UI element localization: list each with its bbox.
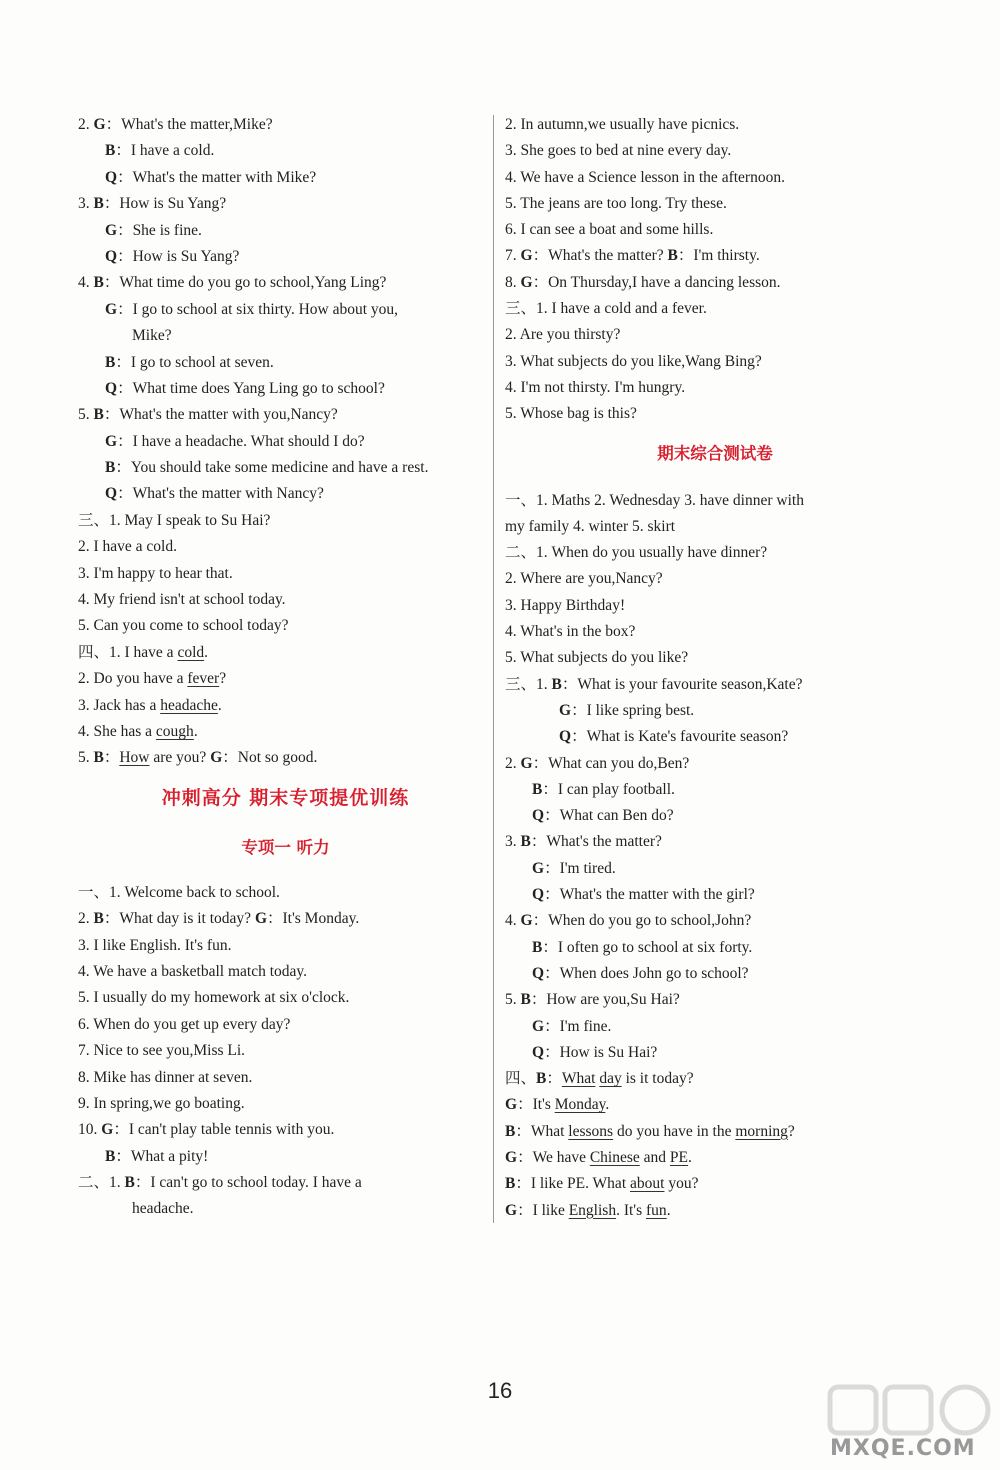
speaker-label: Q [105, 168, 118, 186]
answer-line [505, 540, 925, 566]
speaker-label: B [667, 247, 678, 265]
answer-text: ：What's the matter? [532, 247, 668, 265]
answer-text: 三、1. I have a cold and a fever. [505, 300, 707, 318]
answer-line [78, 376, 493, 402]
answer-line [78, 959, 493, 985]
answer-text: ：I can play football. [542, 780, 675, 798]
answer-line [505, 935, 925, 961]
answer-text: 2. I have a cold. [78, 538, 177, 556]
answer-text: . [204, 643, 208, 661]
answer-text: 三、1. [505, 675, 552, 693]
answer-text: ：I like spring best. [571, 701, 695, 719]
answer-line [505, 217, 925, 243]
underlined-answer: How [119, 749, 150, 767]
speaker-label: G [520, 247, 533, 265]
answer-line [505, 593, 925, 619]
answer-line [78, 561, 493, 587]
answer-line [505, 138, 925, 164]
speaker-label: B [505, 1122, 516, 1140]
answer-line [505, 803, 925, 829]
answer-line [505, 1040, 925, 1066]
speaker-label: Q [105, 379, 118, 397]
speaker-label: B [105, 459, 116, 477]
speaker-label: B [93, 406, 104, 424]
answer-line [505, 829, 925, 855]
answer-text: is it today? [621, 1070, 694, 1088]
left-answers-part1 [78, 112, 493, 772]
speaker-label: B [105, 353, 116, 371]
underlined-answer: headache [160, 696, 218, 714]
answer-text: 8. [505, 273, 521, 291]
speaker-label: B [532, 938, 543, 956]
answer-text: 四、1. I have a [78, 643, 178, 661]
underlined-answer: fun [646, 1201, 667, 1219]
answer-line [78, 1038, 493, 1064]
speaker-label: G [101, 1121, 114, 1139]
answer-line [78, 350, 493, 376]
answer-text: 3. [505, 833, 521, 851]
answer-line [505, 165, 925, 191]
answer-text: 6. I can see a boat and some hills. [505, 221, 714, 239]
speaker-label: G [532, 1017, 545, 1035]
answer-line [78, 1196, 493, 1222]
underlined-answer: What [561, 1070, 596, 1088]
underlined-answer: English [568, 1201, 617, 1219]
answer-text: ： [546, 1070, 562, 1088]
answer-text: ：What can Ben do? [544, 807, 674, 825]
answer-text: ：I have a headache. What should I do? [117, 432, 365, 450]
answer-line [78, 165, 493, 191]
speaker-label: G [105, 432, 118, 450]
answer-text: Mike? [132, 327, 172, 345]
answer-line [78, 297, 493, 323]
right-column [505, 112, 925, 1224]
answer-text: 8. Mike has dinner at seven. [78, 1068, 253, 1086]
answer-line [505, 401, 925, 427]
answer-line [78, 402, 493, 428]
answer-line [505, 270, 925, 296]
answer-line [78, 1170, 493, 1196]
speaker-label: B [532, 780, 543, 798]
answer-text: ：What's the matter,Mike? [105, 116, 273, 133]
answer-text: ：I have a cold. [115, 142, 215, 160]
answer-line [505, 724, 925, 750]
answer-text: ：What's the matter with you,Nancy? [103, 406, 338, 424]
answer-line [78, 481, 493, 507]
answer-text: 三、1. May I speak to Su Hai? [78, 511, 271, 529]
speaker-label: G [210, 749, 223, 767]
answer-text: ：What is your favourite season,Kate? [561, 675, 803, 693]
speaker-label: Q [532, 807, 545, 825]
answer-text: 7. Nice to see you,Miss Li. [78, 1042, 246, 1060]
answer-line [505, 514, 925, 540]
answer-line [78, 933, 493, 959]
answer-text: 一、1. Welcome back to school. [78, 883, 280, 901]
answer-text: 4. What's in the box? [505, 623, 636, 641]
answer-text: 4. My friend isn't at school today. [78, 591, 286, 609]
answer-text: . [217, 696, 222, 714]
answer-text: ：How is Su Yang? [103, 195, 227, 213]
underlined-answer: cold [177, 643, 205, 661]
answer-text: you? [664, 1175, 699, 1193]
answer-text: ：How is Su Hai? [544, 1043, 658, 1061]
answer-text: 5. [505, 991, 521, 1009]
answer-line [78, 719, 493, 745]
answer-line [505, 698, 925, 724]
answer-line [505, 961, 925, 987]
answer-text: 7. [505, 247, 521, 265]
underlined-answer: lessons [568, 1122, 614, 1140]
answer-line [505, 191, 925, 217]
answer-line [505, 566, 925, 592]
answer-line [505, 856, 925, 882]
speaker-label: B [105, 142, 116, 160]
answer-text: do you have in the [613, 1122, 736, 1140]
answer-text: my family 4. winter 5. skirt [505, 517, 676, 535]
speaker-label: G [505, 1096, 518, 1114]
answer-text: ：How is Su Yang? [117, 247, 240, 265]
section-heading-listening: 专项一 听力 [241, 837, 330, 857]
speaker-label: Q [105, 247, 118, 265]
answer-line [505, 987, 925, 1013]
answer-line [505, 1092, 925, 1118]
answer-line [78, 1144, 493, 1170]
answer-line [78, 1091, 493, 1117]
answer-text: 5. [78, 749, 94, 767]
answer-text: are you? [149, 749, 211, 767]
answer-text: ：I can't play table tennis with you. [113, 1121, 335, 1139]
answer-line [78, 429, 493, 455]
answer-text: ：I'm tired. [544, 859, 616, 877]
speaker-label: G [520, 912, 533, 930]
speaker-label: G [520, 273, 533, 291]
answer-text: ：How are you,Su Hai? [530, 991, 680, 1009]
answer-line [505, 1145, 925, 1171]
speaker-label: G [520, 754, 533, 772]
answer-line [78, 534, 493, 560]
answer-text: 4. [505, 912, 521, 930]
answer-line [78, 906, 493, 932]
answer-line [505, 672, 925, 698]
answer-line [78, 323, 493, 349]
answer-text: . It's [616, 1201, 647, 1219]
answer-line [78, 666, 493, 692]
answer-text: 5. The jeans are too long. Try these. [505, 194, 727, 212]
speaker-label: B [93, 274, 104, 292]
answer-line [505, 1198, 925, 1224]
speaker-label: B [505, 1175, 516, 1193]
answer-text: ：I go to school at six thirty. How about you, [117, 300, 399, 318]
answer-text: ：She is fine. [117, 221, 202, 239]
speaker-label: B [93, 749, 104, 767]
speaker-label: B [536, 1070, 547, 1088]
answer-text: 2. [78, 116, 94, 133]
answer-line [78, 1012, 493, 1038]
speaker-label: Q [532, 1043, 545, 1061]
answer-line [78, 880, 493, 906]
speaker-label: B [520, 833, 531, 851]
speaker-label: Q [105, 485, 118, 503]
underlined-answer: Chinese [589, 1148, 640, 1166]
answer-line [78, 985, 493, 1011]
speaker-label: G [505, 1148, 518, 1166]
answer-text: ：Not so good. [222, 749, 318, 767]
answer-text: . [193, 722, 198, 740]
answer-line [78, 745, 493, 771]
answer-line [505, 908, 925, 934]
speaker-label: Q [559, 728, 572, 746]
answer-text: ：When does John go to school? [544, 964, 749, 982]
answer-text: ：What time does Yang Ling go to school? [117, 379, 385, 397]
answer-text: ：I can't go to school today. I have a [134, 1174, 362, 1192]
section-heading-main: 冲刺高分 期末专项提优训练 [161, 786, 410, 809]
answer-line [78, 218, 493, 244]
underlined-answer: Monday [554, 1096, 606, 1114]
answer-line [505, 619, 925, 645]
right-answers-part2 [505, 488, 925, 1224]
speaker-label: G [559, 701, 572, 719]
speaker-label: Q [532, 964, 545, 982]
answer-line [78, 508, 493, 534]
answer-line [78, 270, 493, 296]
speaker-label: G [105, 300, 118, 318]
speaker-label: G [93, 116, 106, 133]
answer-text: ：I go to school at seven. [115, 353, 274, 371]
answer-text: 4. She has a [78, 722, 156, 740]
answer-text: 3. I like English. It's fun. [78, 936, 232, 954]
answer-line [505, 777, 925, 803]
answer-line [78, 640, 493, 666]
answer-text: . [605, 1096, 610, 1114]
answer-text: 一、1. Maths 2. Wednesday 3. have dinner with [505, 491, 804, 509]
section-heading-final-test: 期末综合测试卷 [657, 443, 773, 463]
page-number: 16 [487, 1378, 513, 1403]
answer-text: ：You should take some medicine and have a rest. [115, 459, 429, 477]
answer-text: 10. [78, 1121, 102, 1139]
answer-text: ：I often go to school at six forty. [542, 938, 753, 956]
speaker-label: B [93, 195, 104, 213]
answer-text: headache. [132, 1200, 194, 1218]
speaker-label: B [93, 910, 104, 928]
answer-text: 5. Can you come to school today? [78, 617, 289, 635]
answer-text: and [639, 1148, 670, 1166]
answer-line [78, 1065, 493, 1091]
answer-text: ：What can you do,Ben? [532, 754, 690, 772]
answer-text: ：I like [517, 1201, 569, 1219]
underlined-answer: fever [187, 670, 220, 688]
answer-line [505, 243, 925, 269]
underlined-answer: cough [155, 722, 194, 740]
answer-text: 二、1. [78, 1174, 125, 1192]
answer-text: ? [219, 670, 227, 688]
answer-text: 3. Happy Birthday! [505, 596, 626, 614]
answer-line [505, 1119, 925, 1145]
answer-text: 5. I usually do my homework at six o'clock. [78, 989, 350, 1007]
speaker-label: Q [532, 886, 545, 904]
answer-text: ：I like PE. What [515, 1175, 630, 1193]
answer-text: ：What's the matter with Mike? [117, 168, 317, 186]
answer-text: 二、1. When do you usually have dinner? [505, 544, 768, 562]
answer-line [505, 1171, 925, 1197]
answer-line [78, 1117, 493, 1143]
answer-line [78, 455, 493, 481]
answer-text: 5. [78, 406, 94, 424]
answer-line [505, 1014, 925, 1040]
answer-text: 4. We have a basketball match today. [78, 962, 308, 980]
underlined-answer: PE [669, 1148, 689, 1166]
answer-line [505, 645, 925, 671]
underlined-answer: about [630, 1175, 665, 1193]
left-column [78, 112, 493, 1223]
answer-line [505, 751, 925, 777]
answer-text: 2. Where are you,Nancy? [505, 570, 663, 588]
answer-text: 2. [505, 754, 521, 772]
answer-text: 3. Jack has a [78, 696, 161, 714]
answer-text: 3. I'm happy to hear that. [78, 564, 233, 582]
answer-text: 3. [78, 195, 94, 213]
speaker-label: B [105, 1147, 116, 1165]
answer-text: ：What's the matter? [530, 833, 662, 851]
answer-line [78, 613, 493, 639]
answer-text: 2. Are you thirsty? [505, 326, 621, 344]
answer-text: 4. I'm not thirsty. I'm hungry. [505, 378, 686, 396]
answer-text: 6. When do you get up every day? [78, 1015, 291, 1033]
answer-line [78, 112, 493, 138]
answer-text: ：What is Kate's favourite season? [571, 728, 789, 746]
answer-text: ：What's the matter with the girl? [544, 886, 755, 904]
speaker-label: B [520, 991, 531, 1009]
answer-text: 3. She goes to bed at nine every day. [505, 142, 732, 160]
watermark-text: MXQE.COM [830, 1436, 976, 1461]
answer-text: 3. What subjects do you like,Wang Bing? [505, 352, 762, 370]
answer-line [78, 244, 493, 270]
answer-text: ：On Thursday,I have a dancing lesson. [532, 273, 781, 291]
answer-text: ：I'm fine. [544, 1017, 612, 1035]
answer-line [78, 138, 493, 164]
answer-text: . [666, 1201, 671, 1219]
speaker-label: G [505, 1201, 518, 1219]
speaker-label: B [551, 675, 562, 693]
answer-text: ：What [515, 1122, 569, 1140]
answer-line [505, 488, 925, 514]
answer-text: . [688, 1148, 692, 1166]
answer-text: ： [103, 749, 120, 767]
answer-text: 4. [78, 274, 94, 292]
answer-text: ：It's Monday. [267, 910, 360, 928]
answer-text: ：We have [517, 1148, 590, 1166]
answer-line [78, 693, 493, 719]
answer-text: 四、 [505, 1070, 537, 1088]
answer-line [505, 882, 925, 908]
answer-text: ：It's [517, 1096, 555, 1114]
answer-text: 2. In autumn,we usually have picnics. [505, 116, 740, 133]
speaker-label: G [254, 910, 267, 928]
answer-text: ? [787, 1122, 795, 1140]
answer-line [505, 112, 925, 138]
right-answers-part1 [505, 112, 925, 428]
answer-text: ：What time do you go to school,Yang Ling? [103, 274, 387, 292]
answer-text: ：When do you go to school,John? [532, 912, 752, 930]
answer-line [78, 587, 493, 613]
answer-text: ：I'm thirsty. [677, 247, 760, 265]
answer-line [78, 191, 493, 217]
answer-text: 5. Whose bag is this? [505, 405, 637, 423]
answer-text: ：What day is it today? [103, 910, 255, 928]
answer-line [505, 375, 925, 401]
answer-text: 2. [78, 910, 94, 928]
speaker-label: B [124, 1174, 135, 1192]
answer-text: 4. We have a Science lesson in the afternoon. [505, 168, 785, 186]
answer-line [505, 1066, 925, 1092]
answer-text: ：What a pity! [115, 1147, 209, 1165]
underlined-answer: day [599, 1070, 622, 1088]
answer-text: 2. Do you have a [78, 670, 188, 688]
underlined-answer: morning [735, 1122, 788, 1140]
left-answers-part2 [78, 880, 493, 1223]
speaker-label: G [532, 859, 545, 877]
answer-text: 9. In spring,we go boating. [78, 1094, 245, 1112]
answer-text: ：What's the matter with Nancy? [117, 485, 324, 503]
answer-line [505, 296, 925, 322]
answer-line [505, 349, 925, 375]
answer-text: 5. What subjects do you like? [505, 649, 689, 667]
speaker-label: G [105, 221, 118, 239]
column-divider [493, 115, 494, 1223]
answer-line [505, 322, 925, 348]
